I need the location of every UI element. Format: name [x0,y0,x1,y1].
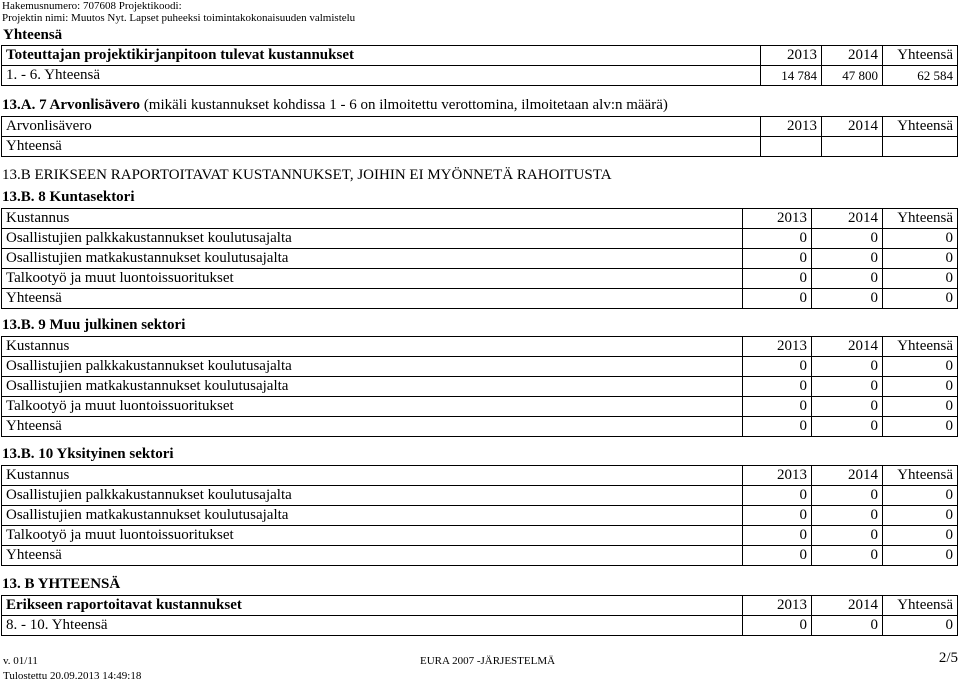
cell-2013: 0 [743,486,812,506]
arvonlisavero-row-label: Yhteensä [2,137,761,157]
row-label: Osallistujien palkkakustannukset koulutusajalta [2,486,743,506]
row-label: Osallistujien palkkakustannukset koulutusajalta [2,357,743,377]
row-label: Yhteensä [2,289,743,309]
row-label: Talkootyö ja muut luontoissuoritukset [2,397,743,417]
col-year-2014: 2014 [822,46,883,66]
arvonlisavero-title-bold: 13.A. 7 Arvonlisävero [2,97,141,113]
col-total: Yhteensä [883,337,958,357]
row-label: Osallistujien matkakustannukset koulutusajalta [2,506,743,526]
footer-system: EURA 2007 -JÄRJESTELMÄ [420,655,556,667]
table-row [2,526,958,546]
value-2014: 47 800 [822,66,883,86]
table-row [2,289,958,309]
cell-total: 0 [883,486,958,506]
row-label: Talkootyö ja muut luontoissuoritukset [2,269,743,289]
sector-title: 13.B. 8 Kuntasektori [2,189,135,205]
top-total-title: Yhteensä [3,27,63,43]
footer-page-number: 2/5 [938,650,958,666]
col-year-2014: 2014 [812,337,883,357]
cell-2013: 0 [743,357,812,377]
cell-2014: 0 [812,289,883,309]
table-row [2,616,958,636]
row-label: Osallistujien matkakustannukset koulutusajalta [2,249,743,269]
cell-2013: 0 [743,229,812,249]
sector-table [1,465,958,566]
col-total: Yhteensä [883,466,958,486]
table-row [2,357,958,377]
table-row [2,269,958,289]
cell-2013: 0 [743,397,812,417]
cell-2013: 0 [743,417,812,437]
col-year-2014: 2014 [812,466,883,486]
cell-2013: 0 [743,269,812,289]
arvonlisavero-table [1,116,958,157]
row-label: Osallistujien matkakustannukset koulutusajalta [2,377,743,397]
sector-head: Kustannus [2,337,743,357]
cell-total: 0 [883,616,958,636]
cell-total: 0 [883,269,958,289]
value-2013: 14 784 [761,66,822,86]
cell-2013: 0 [743,377,812,397]
table-row [2,397,958,417]
sector-head: Kustannus [2,466,743,486]
cell-2013: 0 [743,249,812,269]
footer-printed: Tulostettu 20.09.2013 14:49:18 [3,670,142,682]
cell-2014: 0 [812,269,883,289]
col-year-2013: 2013 [743,209,812,229]
cell-total: 0 [883,377,958,397]
col-year-2014: 2014 [812,209,883,229]
header-project-number: Hakemusnumero: 707608 Projektikoodi: [2,0,182,12]
footer-version: v. 01/11 [3,655,38,667]
cell-2013: 0 [743,616,812,636]
cell-2013: 0 [743,289,812,309]
cell-2013: 0 [743,526,812,546]
sector-head: Kustannus [2,209,743,229]
cell-2014: 0 [812,229,883,249]
toteuttaja-row-label: 1. - 6. Yhteensä [2,66,761,86]
col-total: Yhteensä [883,46,958,66]
yhteensa-b-table [1,595,958,636]
yhteensa-b-head: Erikseen raportoitavat kustannukset [2,596,743,616]
cell-total: 0 [883,546,958,566]
cell-total: 0 [883,397,958,417]
table-row [2,486,958,506]
sector-table [1,336,958,437]
cell-2014: 0 [812,249,883,269]
cell-total: 0 [883,249,958,269]
cell-2014: 0 [812,377,883,397]
sector-table [1,208,958,309]
cell-2013: 0 [743,506,812,526]
yhteensa-b-title: 13. B YHTEENSÄ [2,576,121,592]
cell-total: 0 [883,417,958,437]
section-b-title: 13.B ERIKSEEN RAPORTOITAVAT KUSTANNUKSET, JOIHIN EI MYÖNNETÄ RAHOITUSTA [2,167,612,183]
toteuttaja-table [1,45,958,86]
col-year-2013: 2013 [743,337,812,357]
sector-title: 13.B. 10 Yksityinen sektori [2,446,174,462]
sector-title: 13.B. 9 Muu julkinen sektori [2,317,186,333]
col-year-2013: 2013 [761,46,822,66]
table-row [2,417,958,437]
col-total: Yhteensä [883,209,958,229]
cell-2014: 0 [812,486,883,506]
cell-2014: 0 [812,397,883,417]
arvonlisavero-head: Arvonlisävero [2,117,761,137]
col-total: Yhteensä [883,596,958,616]
col-year-2013: 2013 [761,117,822,137]
value-total: 62 584 [883,66,958,86]
row-label: Talkootyö ja muut luontoissuoritukset [2,526,743,546]
table-row [2,249,958,269]
col-year-2014: 2014 [812,596,883,616]
cell-2014: 0 [812,526,883,546]
cell-2013: 0 [743,546,812,566]
toteuttaja-title: Toteuttajan projektikirjanpitoon tulevat kustannukset [2,46,761,66]
col-year-2013: 2013 [743,596,812,616]
cell-total: 0 [883,526,958,546]
col-total: Yhteensä [883,117,958,137]
table-row [2,229,958,249]
col-year-2014: 2014 [822,117,883,137]
table-row [2,377,958,397]
table-row [2,546,958,566]
cell-total: 0 [883,357,958,377]
cell-total: 0 [883,229,958,249]
row-label: Yhteensä [2,546,743,566]
col-year-2013: 2013 [743,466,812,486]
cell-2014: 0 [812,616,883,636]
arvonlisavero-title-note: (mikäli kustannukset kohdissa 1 - 6 on ilmoitettu verottomina, ilmoitetaan alv:n määrä) [140,97,668,113]
table-row [2,506,958,526]
cell-2014: 0 [812,357,883,377]
cell-2014: 0 [812,546,883,566]
row-label: 8. - 10. Yhteensä [2,616,743,636]
row-label: Yhteensä [2,417,743,437]
cell-total: 0 [883,289,958,309]
arvonlisavero-title [2,97,668,114]
cell-2014: 0 [812,417,883,437]
header-project-name: Projektin nimi: Muutos Nyt. Lapset puheeksi toimintakokonaisuuden valmistelu [2,12,356,24]
cell-2014: 0 [812,506,883,526]
row-label: Osallistujien palkkakustannukset koulutusajalta [2,229,743,249]
cell-total: 0 [883,506,958,526]
